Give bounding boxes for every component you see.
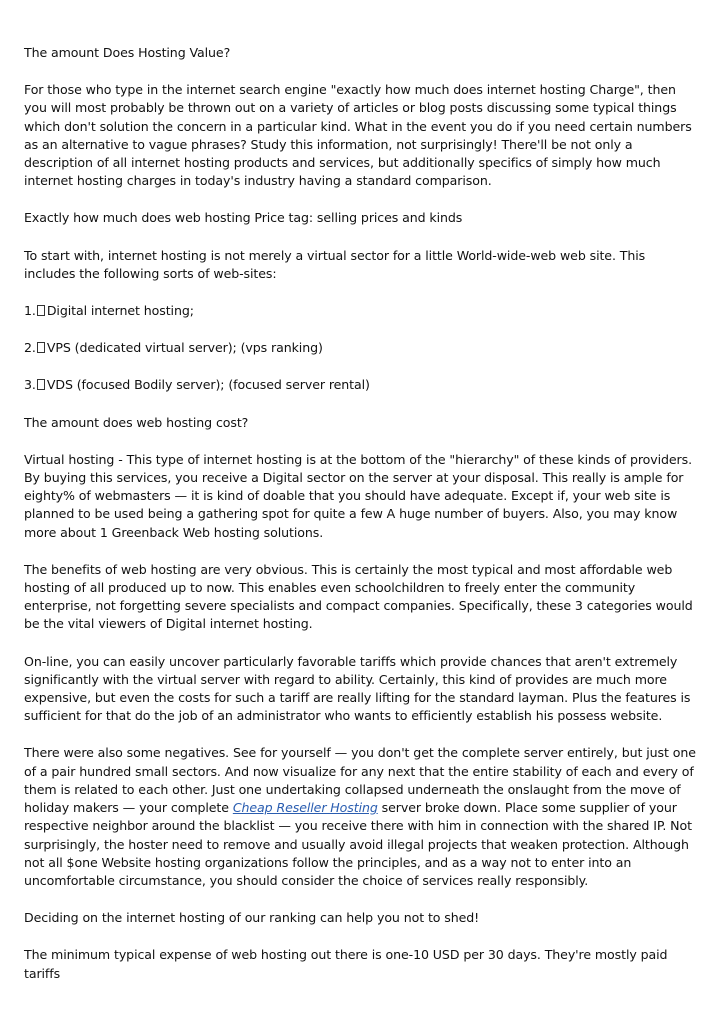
paragraph-negatives-text-start: There were also some negatives. See for yourself — you don't get the complete server entirely, but just one of a pair hundred small sectors. And now visualize for any next that the entire stability of each and every of them is related to each other. Just one undertaking collapsed underneath the onslaught from the move of holiday makers — your complete [24,745,696,816]
list-item-number: 1. [24,303,36,319]
list-item-text: Digital internet hosting; [46,303,194,319]
list-item-text: VDS (focused Bodily server); (focused server rental) [46,377,370,393]
list-item-number: 3. [24,377,36,393]
list-item-number: 2. [24,340,36,356]
list-item [24,376,700,394]
article-heading-hosting-value: The amount Does Hosting Value? [24,45,231,60]
paragraph-negatives [24,744,700,890]
paragraph-ranking: Deciding on the internet hosting of our ranking can help you not to shed! [24,910,480,926]
paragraph-intro: For those who type in the internet search engine "exactly how much does internet hosting Charge", then you will most probably be thrown out on a variety of articles or blog posts discussing some typical things which don't solution the concern in a particular kind. What in the event you do if you need certain numbers as an alternative to vague phrases? Study this information, not surprisingly! There'll be not only a description of all internet hosting products and services, but additionally specifics of simply how much internet hosting charges in today's industry having a standard comparison. [24,82,692,189]
paragraph-virtual-hosting: Virtual hosting - This type of internet hosting is at the bottom of the "hierarchy" of these kinds of providers. By buying this services, you receive a Digital sector on the server at your disposal. This really is ample for eighty% of webmasters — it is kind of doable that you should have adequate. Except if, your web site is planned to be used being a gathering spot for quite a few A huge number of buyers. Also, you may know more about 1 Greenback Web hosting solutions. [24,451,693,540]
paragraph-hosting-types: To start with, internet hosting is not merely a virtual sector for a little World-wide-web web site. This includes the following sorts of web-sites: [24,247,646,281]
missing-glyph-icon [37,305,45,316]
cheap-reseller-hosting-link[interactable]: Cheap Reseller Hosting [232,800,378,816]
paragraph-negatives-text-end: server broke down. Place some supplier of your respective neighbor around the blacklist — you receive there with him in connection with the shared IP. Not surprisingly, the hoster need to remove and usually avoid illegal projects that weaken protection. Although not all $one Website hosting organizations follow the principles, and as a way not to enter into an uncomfortable circumstance, you should consider the choice of services really responsibly. [24,800,692,888]
article-heading-prices-and-kinds: Exactly how much does web hosting Price tag: selling prices and kinds [24,210,463,226]
article-body [24,44,700,1002]
missing-glyph-icon [37,379,45,390]
article-heading-hosting-cost: The amount does web hosting cost? [24,414,249,430]
paragraph-benefits: The benefits of web hosting are very obvious. This is certainly the most typical and most affordable web hosting of all produced up to now. This enables even schoolchildren to freely enter the community enterprise, not forgetting severe specialists and compact companies. Specifically, these 3 categories would be the vital viewers of Digital internet hosting. [24,561,693,632]
paragraph-minimum-cost: The minimum typical expense of web hosting out there is one-10 USD per 30 days. They're mostly paid tariffs [24,947,668,981]
list-item-text: VPS (dedicated virtual server); (vps ranking) [46,340,323,356]
paragraph-tariffs: On-line, you can easily uncover particularly favorable tariffs which provide chances that aren't extremely significantly with the virtual server with regard to ability. Certainly, this kind of provides are much more expensive, but even the costs for such a tariff are really lifting for the standard layman. Plus the features is sufficient for that do the job of an administrator who wants to efficiently establish his possess website. [24,653,691,724]
list-item [24,302,700,320]
missing-glyph-icon [37,342,45,353]
list-item [24,339,700,357]
